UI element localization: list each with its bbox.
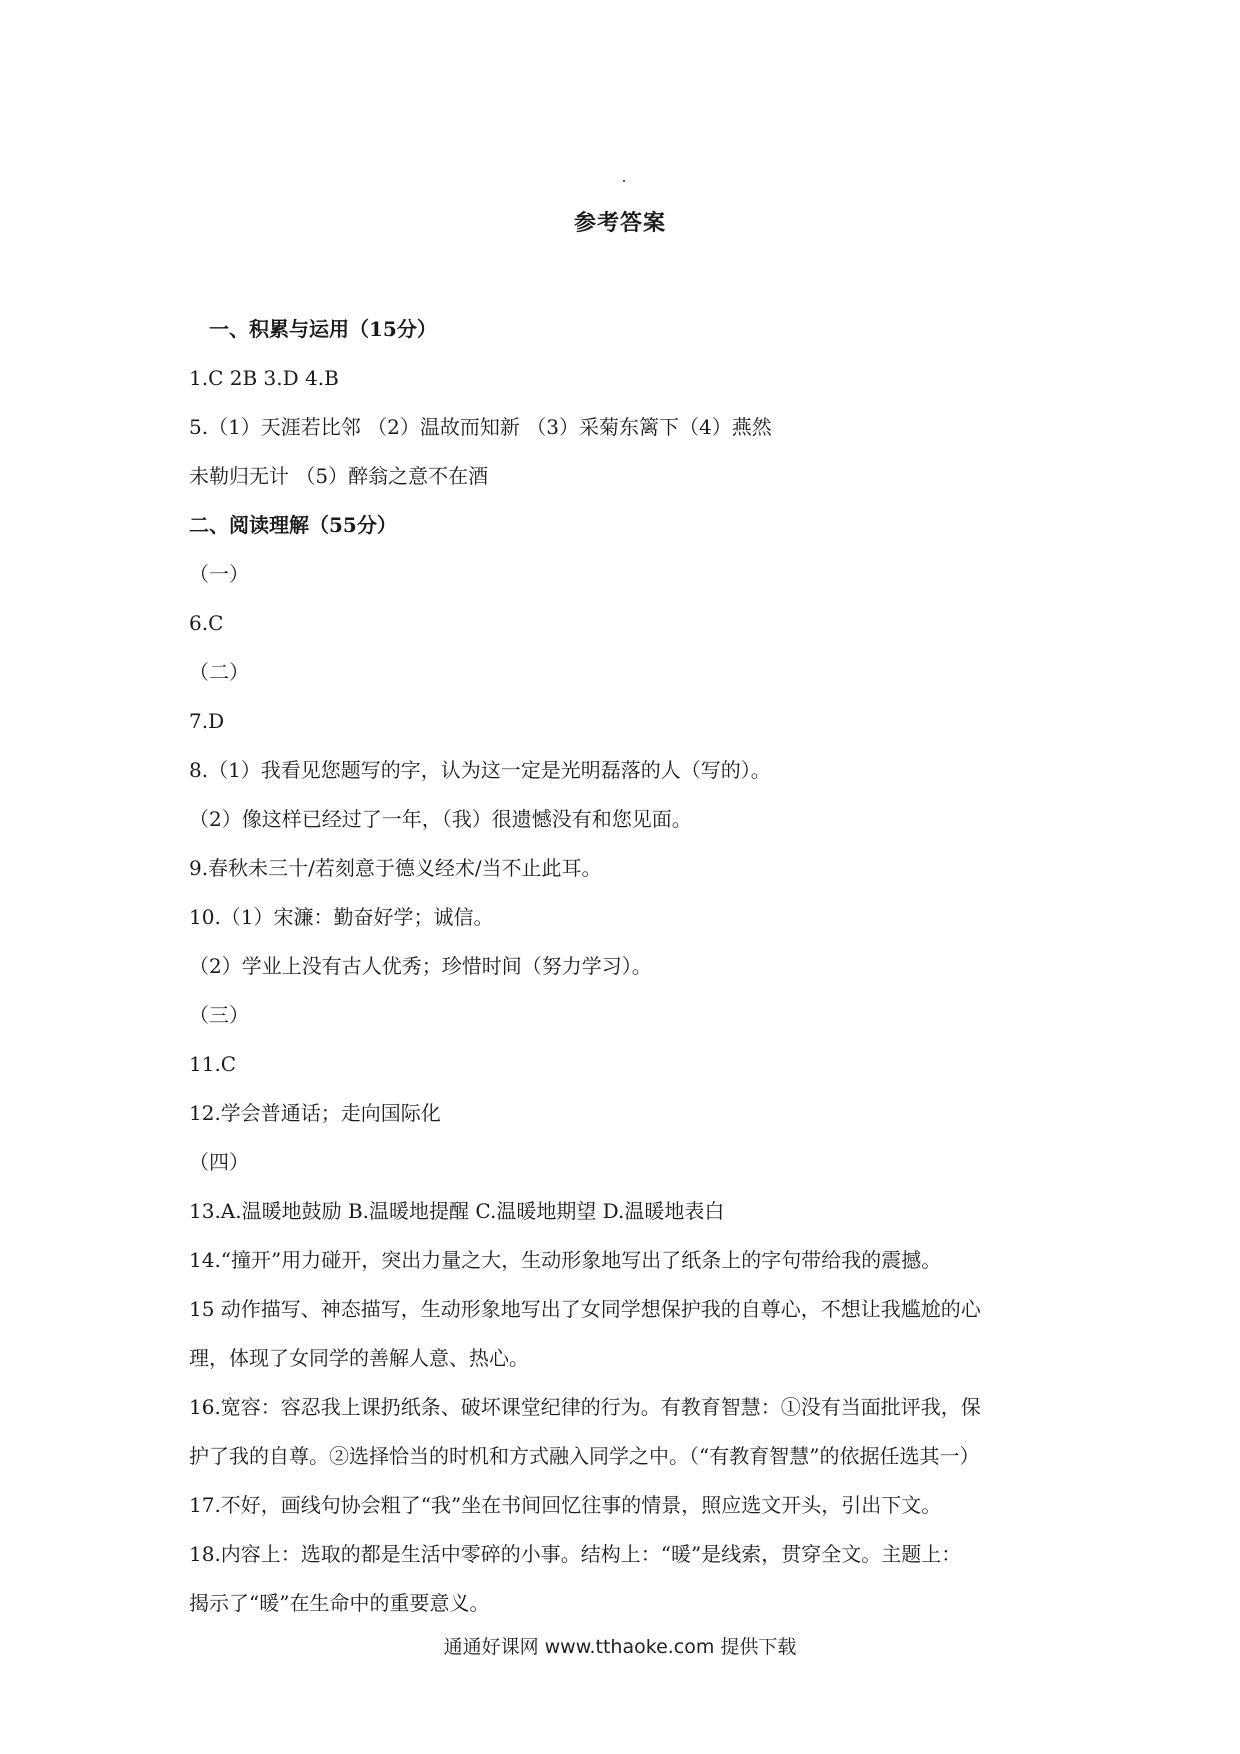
answer-line: 9.春秋未三十/若刻意于德义经术/当不止此耳。: [189, 856, 602, 880]
answer-line: 10.（1）宋濂：勤奋好学；诚信。: [189, 905, 494, 929]
answer-line: 8.（1）我看见您题写的字，认为这一定是光明磊落的人（写的）。: [189, 758, 771, 782]
answer-line: （2）像这样已经过了一年，（我）很遗憾没有和您见面。: [189, 807, 692, 831]
answer-line: 12.学会普通话；走向国际化: [189, 1101, 441, 1125]
page-title: 参考答案: [573, 210, 666, 236]
answer-line: （2）学业上没有古人优秀；珍惜时间（努力学习）。: [189, 954, 652, 978]
section-heading: 二、阅读理解（55分）: [189, 513, 397, 537]
footer-watermark: 通通好课网 www.tthaoke.com 提供下载: [443, 1636, 797, 1658]
answer-line: （二）: [189, 660, 249, 684]
answer-line: （三）: [189, 1003, 249, 1027]
section-heading: 一、积累与运用（15分）: [209, 317, 437, 341]
answer-line: 18.内容上：选取的都是生活中零碎的小事。结构上：“暖”是线索，贯穿全文。主题上：: [189, 1542, 962, 1566]
answer-line: 5.（1）天涯若比邻 （2）温故而知新 （3）采菊东篱下（4）燕然: [189, 415, 772, 439]
answer-line: （一）: [189, 562, 249, 586]
answer-line: 理，体现了女同学的善解人意、热心。: [189, 1346, 529, 1370]
scan-dot: [623, 180, 625, 182]
answer-line: 6.C: [189, 611, 224, 635]
answer-line: 13.A.温暖地鼓励 B.温暖地提醒 C.温暖地期望 D.温暖地表白: [189, 1199, 725, 1223]
answer-content: [189, 305, 1069, 1628]
answer-line: 护了我的自尊。②选择恰当的时机和方式融入同学之中。（“有教育智慧”的依据任选其一）: [189, 1444, 980, 1468]
answer-line: 7.D: [189, 709, 225, 733]
answer-line: 17.不好，画线句协会粗了“我”坐在书间回忆往事的情景，照应选文开头，引出下文。: [189, 1493, 942, 1517]
answer-line: （四）: [189, 1150, 249, 1174]
answer-line: 未勒归无计 （5）醉翁之意不在酒: [189, 464, 489, 488]
answer-line: 1.C 2B 3.D 4.B: [189, 366, 339, 390]
answer-line: 14.“撞开”用力碰开，突出力量之大，生动形象地写出了纸条上的字句带给我的震撼。: [189, 1248, 942, 1272]
answer-line: 11.C: [189, 1052, 237, 1076]
answer-line: 16.宽容：容忍我上课扔纸条、破坏课堂纪律的行为。有教育智慧：①没有当面批评我，保: [189, 1395, 981, 1419]
answer-line: 揭示了“暖”在生命中的重要意义。: [189, 1591, 490, 1615]
answer-line: 15 动作描写、神态描写，生动形象地写出了女同学想保护我的自尊心，不想让我尴尬的心: [189, 1297, 981, 1321]
